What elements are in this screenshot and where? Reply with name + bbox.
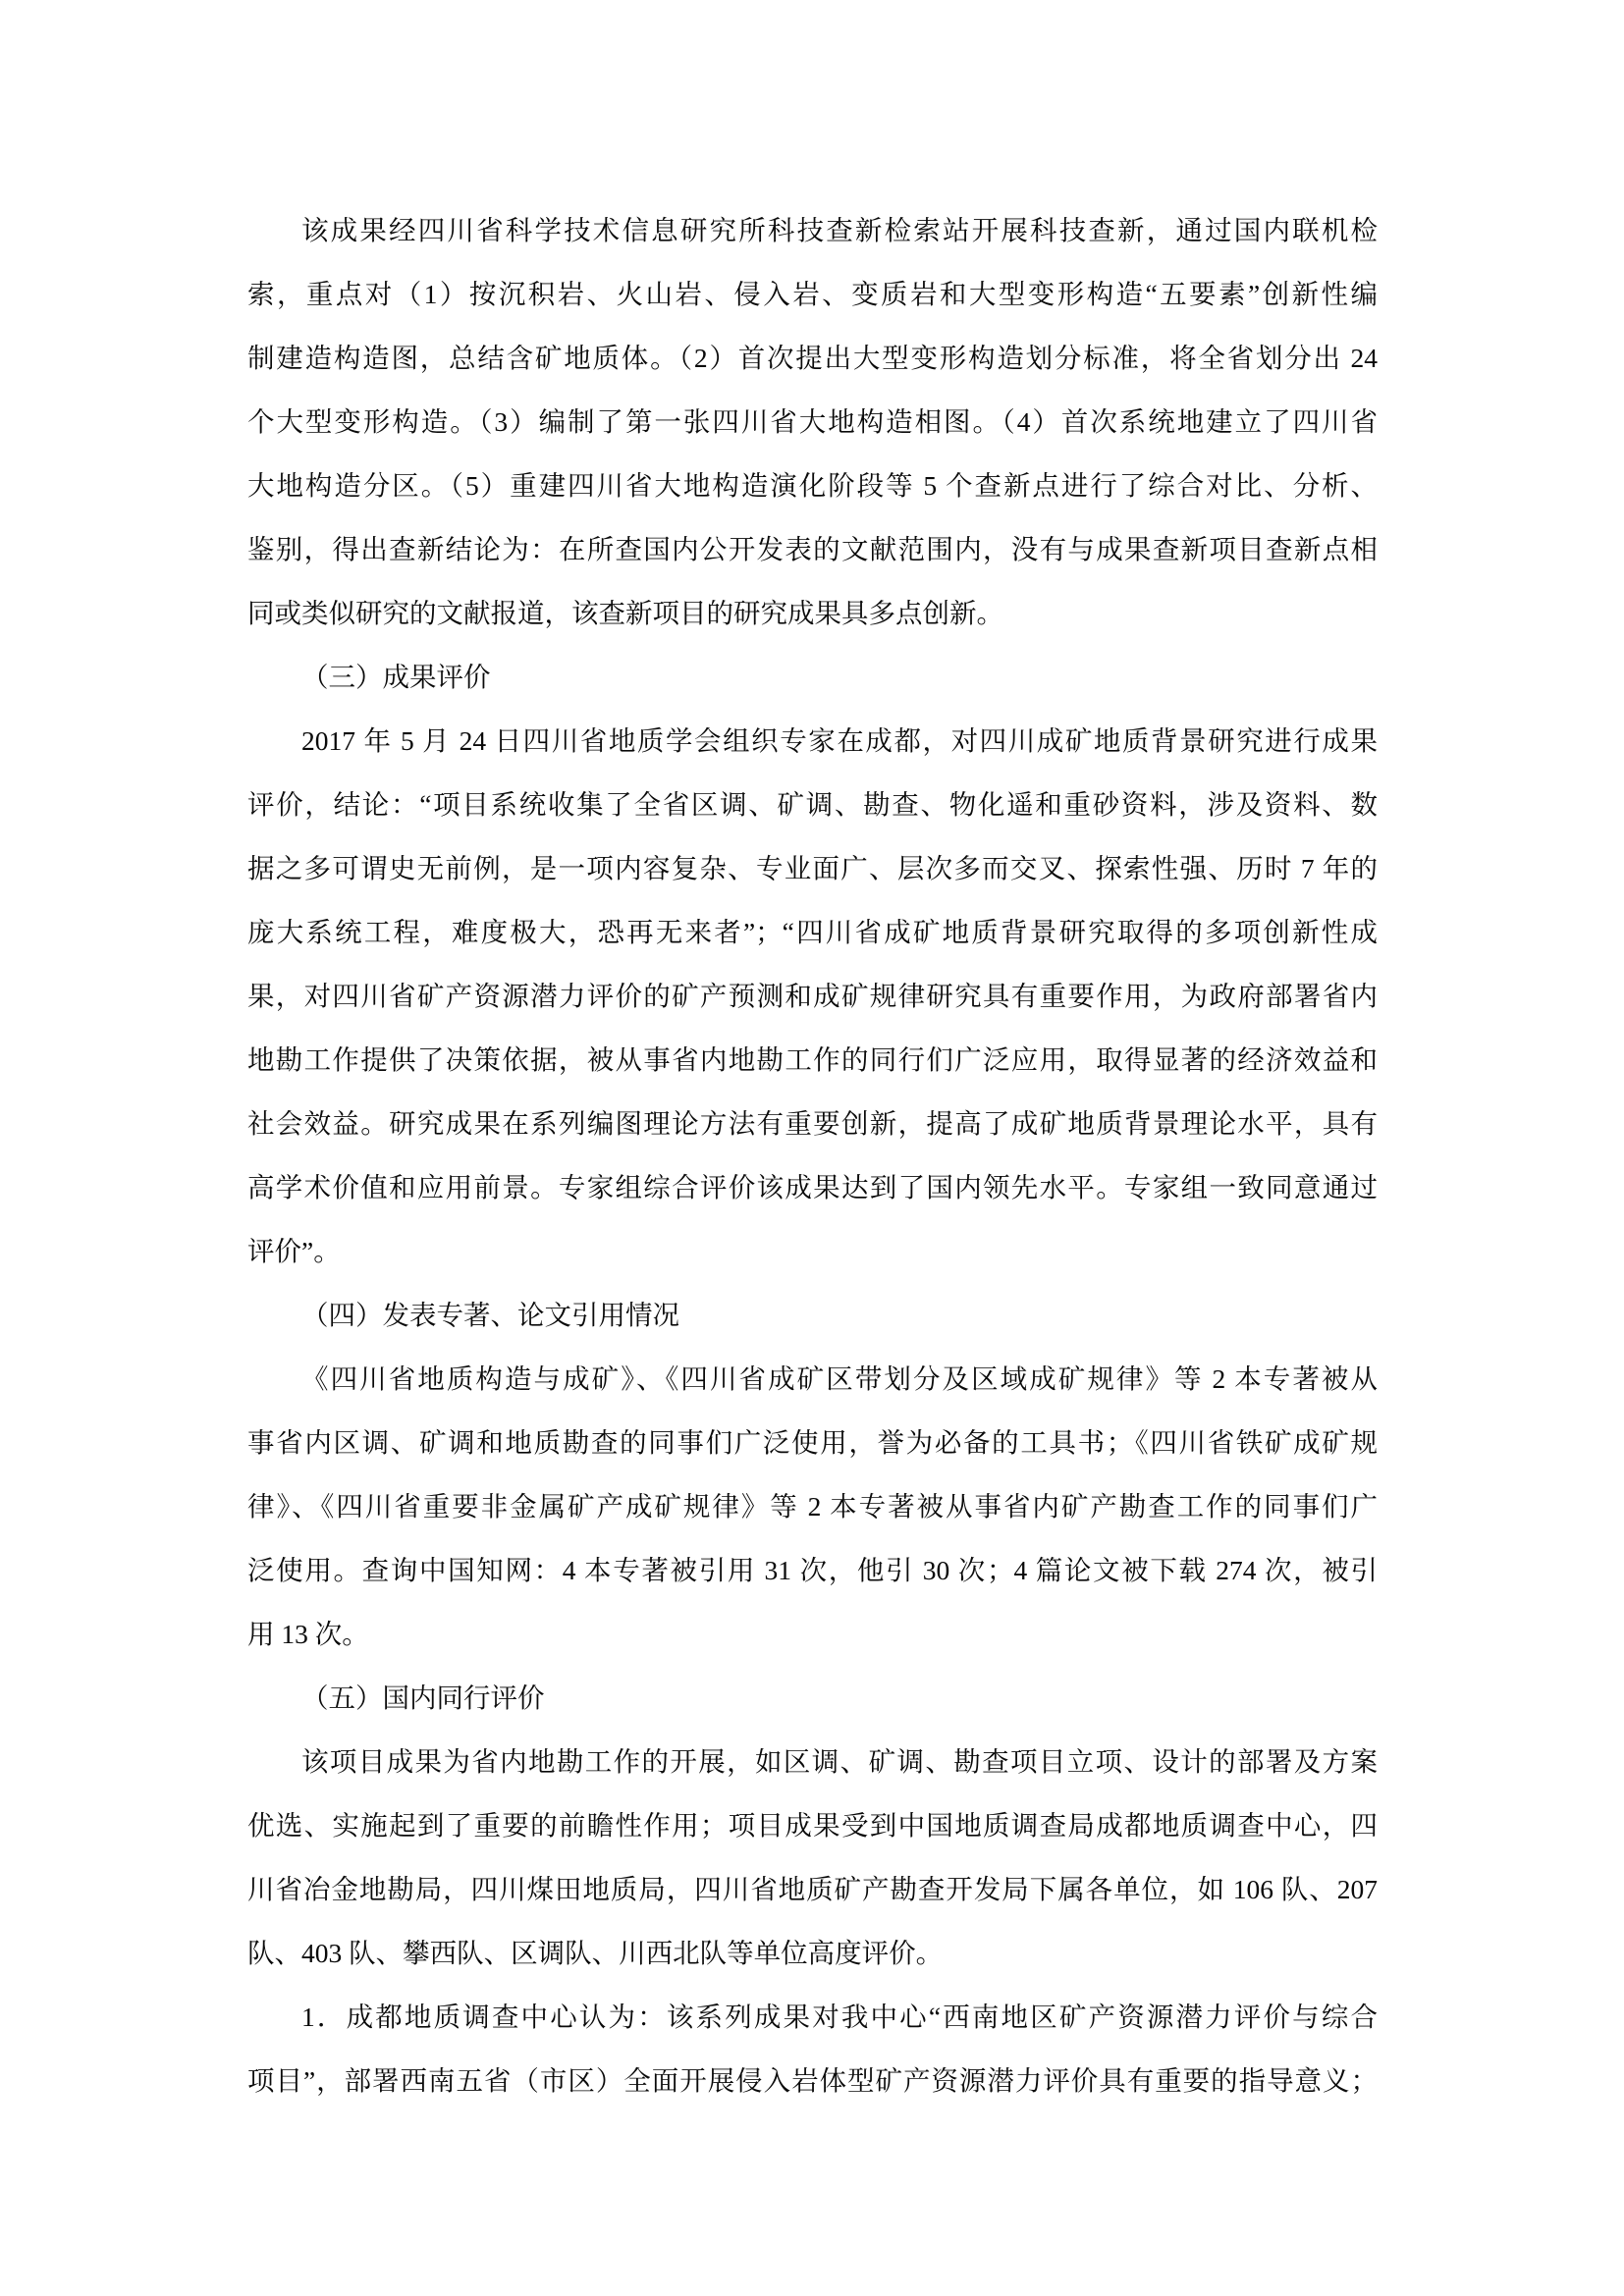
text-line: 泛使用。查询中国知网：4 本专著被引用 31 次，他引 30 次；4 篇论文被下载 274 次，被引 [247,1555,1378,1585]
text-line: 大地构造分区。（5）重建四川省大地构造演化阶段等 5 个查新点进行了综合对比、分析、 [247,470,1378,501]
text-line: 用 13 次。 [247,1619,369,1649]
text-line: 队、403 队、攀西队、区调队、川西北队等单位高度评价。 [247,1938,944,1968]
text-line: （四）发表专著、论文引用情况 [301,1300,679,1330]
text-line: 庞大系统工程，难度极大，恐再无来者”；“四川省成矿地质背景研究取得的多项创新性成 [247,917,1378,947]
text-line: 川省冶金地勘局，四川煤田地质局，四川省地质矿产勘查开发局下属各单位，如 106 队、207 [247,1874,1378,1904]
text-line: 评价”。 [247,1236,341,1266]
text-line: 高学术价值和应用前景。专家组综合评价该成果达到了国内领先水平。专家组一致同意通过 [247,1172,1378,1202]
text-line: 该成果经四川省科学技术信息研究所科技查新检索站开展科技查新，通过国内联机检 [301,215,1378,245]
text-line: 律》、《四川省重要非金属矿产成矿规律》等 2 本专著被从事省内矿产勘查工作的同事们广 [247,1491,1378,1522]
document-body [247,198,1378,2112]
text-line: 1．成都地质调查中心认为：该系列成果对我中心“西南地区矿产资源潜力评价与综合 [301,2002,1378,2032]
text-line: 果，对四川省矿产资源潜力评价的矿产预测和成矿规律研究具有重要作用，为政府部署省内 [247,981,1378,1011]
text-line: 项目”，部署西南五省（市区）全面开展侵入岩体型矿产资源潜力评价具有重要的指导意义； [247,2065,1378,2096]
text-line: 鉴别，得出查新结论为：在所查国内公开发表的文献范围内，没有与成果查新项目查新点相 [247,534,1378,564]
text-line: 2017 年 5 月 24 日四川省地质学会组织专家在成都，对四川成矿地质背景研究进行成果 [301,725,1378,756]
text-line: （三）成果评价 [301,662,491,692]
text-line: 同或类似研究的文献报道，该查新项目的研究成果具多点创新。 [247,598,1003,628]
text-line: 地勘工作提供了决策依据，被从事省内地勘工作的同行们广泛应用，取得显著的经济效益和 [247,1044,1378,1075]
text-line: 《四川省地质构造与成矿》、《四川省成矿区带划分及区域成矿规律》等 2 本专著被从 [301,1363,1378,1394]
text-line: 事省内区调、矿调和地质勘查的同事们广泛使用，誉为必备的工具书；《四川省铁矿成矿规 [247,1427,1378,1458]
text-line: 评价，结论：“项目系统收集了全省区调、矿调、勘查、物化遥和重砂资料，涉及资料、数 [247,789,1378,820]
text-line: 索，重点对（1）按沉积岩、火山岩、侵入岩、变质岩和大型变形构造“五要素”创新性编 [247,279,1378,309]
text-line: 制建造构造图，总结含矿地质体。（2）首次提出大型变形构造划分标准，将全省划分出 24 [247,343,1378,373]
text-line: 个大型变形构造。（3）编制了第一张四川省大地构造相图。（4）首次系统地建立了四川省 [247,406,1378,437]
text-line: （五）国内同行评价 [301,1682,545,1713]
text-line: 据之多可谓史无前例，是一项内容复杂、专业面广、层次多而交叉、探索性强、历时 7 年的 [247,853,1378,883]
text-line: 优选、实施起到了重要的前瞻性作用；项目成果受到中国地质调查局成都地质调查中心，四 [247,1810,1378,1841]
text-line: 社会效益。研究成果在系列编图理论方法有重要创新，提高了成矿地质背景理论水平，具有 [247,1108,1378,1139]
text-line: 该项目成果为省内地勘工作的开展，如区调、矿调、勘查项目立项、设计的部署及方案 [301,1746,1378,1777]
